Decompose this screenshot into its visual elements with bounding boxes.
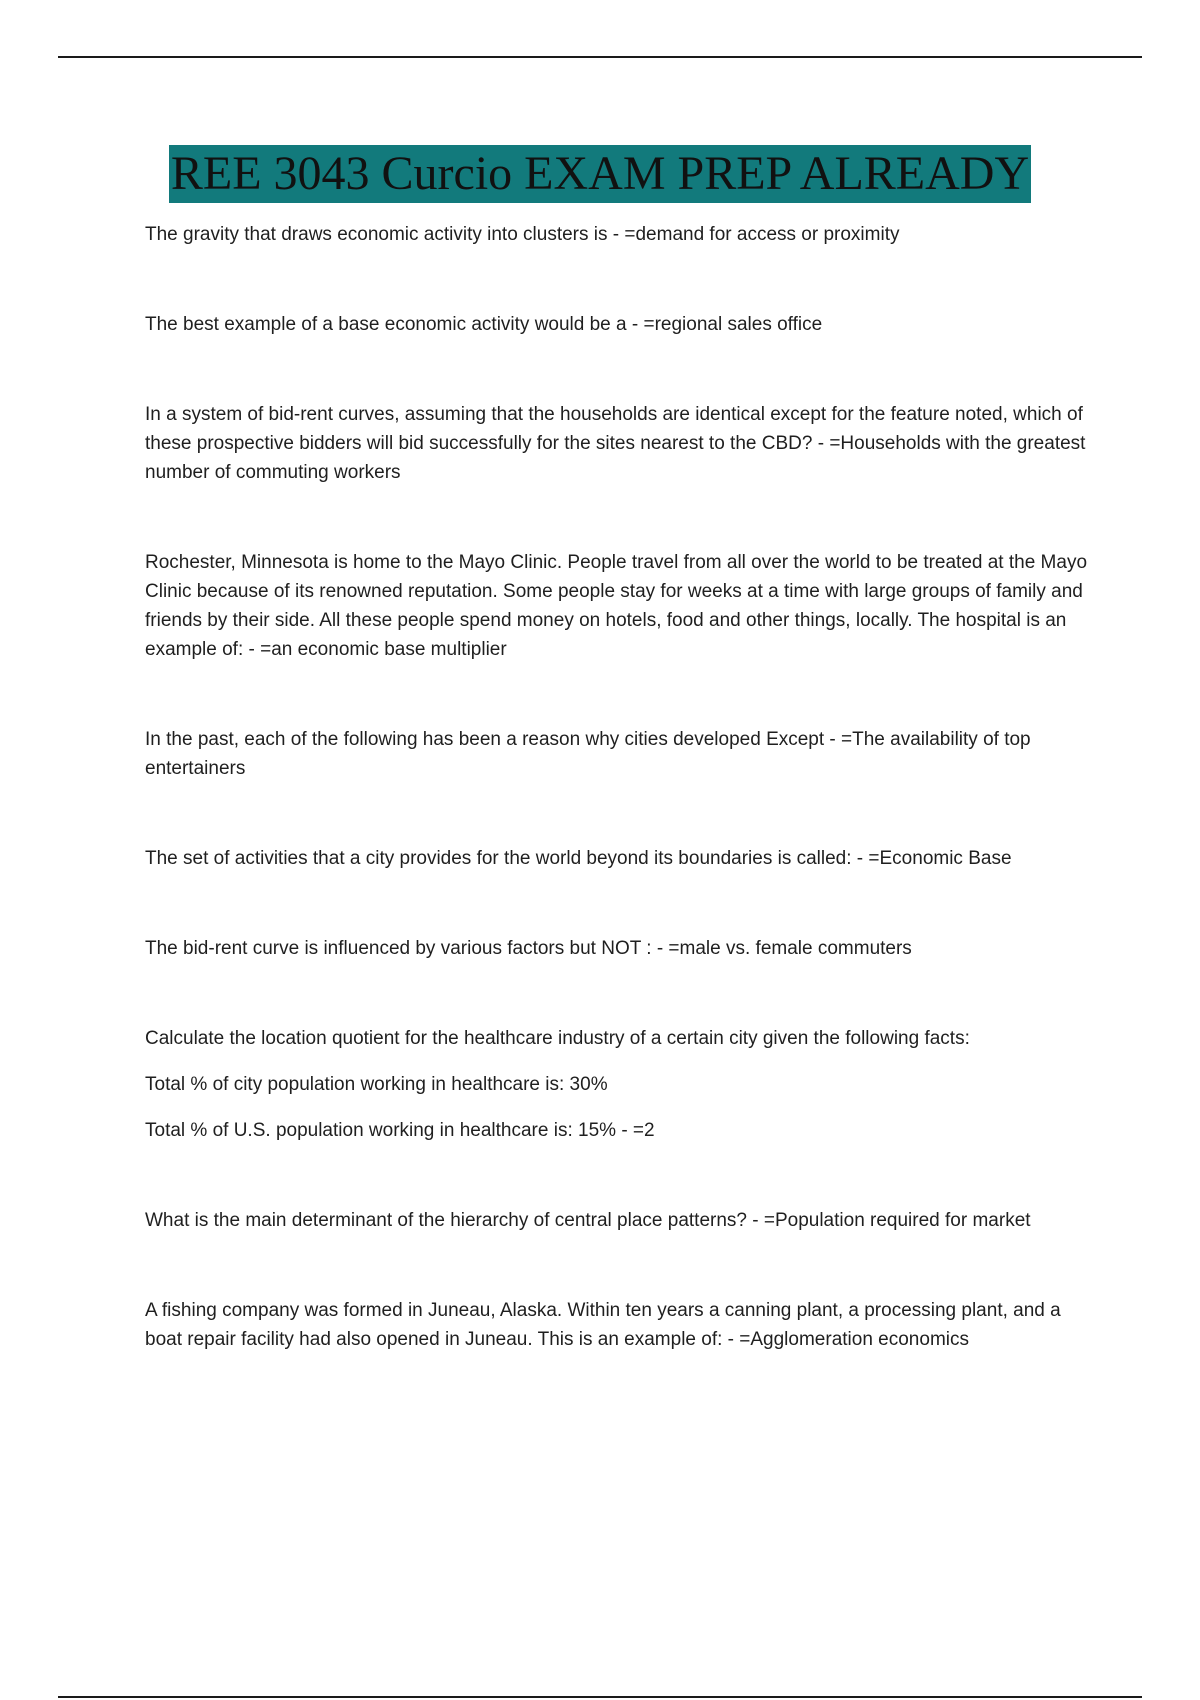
title-container [0,145,1200,203]
qa-item-10: A fishing company was formed in Juneau, Alaska. Within ten years a canning plant, a processing plant, and a boat repair facility had also opened in Juneau. This is an example of: - =Agglomeration economics [145,1300,1061,1350]
qa-item-1: The gravity that draws economic activity into clusters is - =demand for access or proximity [145,224,900,245]
qa-item-8-fact-2: Total % of U.S. population working in healthcare is: 15% - =2 [145,1120,655,1141]
document-title: REE 3043 Curcio EXAM PREP ALREADY [169,145,1031,203]
qa-item-9: What is the main determinant of the hierarchy of central place patterns? - =Population required for market [145,1210,1031,1231]
qa-item-6: The set of activities that a city provides for the world beyond its boundaries is called: - =Economic Base [145,848,1012,869]
bottom-rule [58,1696,1142,1698]
qa-item-5: In the past, each of the following has been a reason why cities developed Except - =The availability of top entertainers [145,729,1031,779]
qa-item-8-fact-1: Total % of city population working in healthcare is: 30% [145,1074,608,1095]
qa-item-4: Rochester, Minnesota is home to the Mayo Clinic. People travel from all over the world to be treated at the Mayo Clinic because of its renowned reputation. Some people stay for weeks at a time with large groups of family and friends by their side. All these people spend money on hotels, food and other things, locally. The hospital is an example of: - =an economic base multiplier [145,552,1088,660]
qa-item-3: In a system of bid-rent curves, assuming that the households are identical except for the feature noted, which of these prospective bidders will bid successfully for the sites nearest to the CBD? - =Households with the greatest number of commuting workers [145,404,1086,483]
qa-item-7: The bid-rent curve is influenced by various factors but NOT : - =male vs. female commuters [145,938,912,959]
qa-list [145,220,1090,1354]
qa-item-8: Calculate the location quotient for the healthcare industry of a certain city given the following facts: [145,1028,970,1049]
top-rule [58,56,1142,58]
qa-item-2: The best example of a base economic activity would be a - =regional sales office [145,314,823,335]
